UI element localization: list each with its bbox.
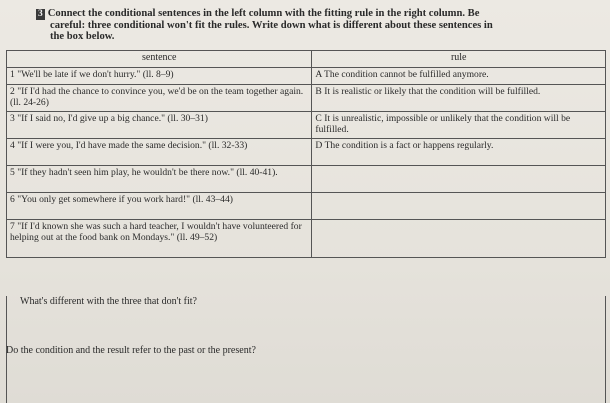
header-rule: rule xyxy=(312,51,606,68)
table-row xyxy=(7,112,606,139)
answer-box-right-border xyxy=(605,296,606,403)
instruction-line-3: the box below. xyxy=(50,31,115,43)
sentence-cell: 4 "If I were you, I'd have made the same decision." (ll. 32-33) xyxy=(7,139,312,166)
instruction-line-2: careful: three conditional won't fit the rules. Write down what is different about these sentences in xyxy=(50,20,493,32)
rule-cell xyxy=(312,166,606,193)
rule-cell: B It is realistic or likely that the condition will be fulfilled. xyxy=(312,85,606,112)
box-question-2: Do the condition and the result refer to the past or the present? xyxy=(6,345,256,356)
sentence-cell: 6 "You only get somewhere if you work hard!" (ll. 43–44) xyxy=(7,193,312,220)
sentence-cell: 5 "If they hadn't seen him play, he wouldn't be there now." (ll. 40-41). xyxy=(7,166,312,193)
table-row xyxy=(7,193,606,220)
rule-cell xyxy=(312,193,606,220)
task-instructions xyxy=(36,8,602,43)
table-row xyxy=(7,85,606,112)
matching-table xyxy=(6,50,606,258)
task-number: 3 xyxy=(38,9,43,19)
table-row xyxy=(7,166,606,193)
sentence-cell: 1 "We'll be late if we don't hurry." (ll. 8–9) xyxy=(7,68,312,85)
table-row xyxy=(7,220,606,258)
rule-cell: D The condition is a fact or happens regularly. xyxy=(312,139,606,166)
rule-cell xyxy=(312,220,606,258)
instruction-line-1: Connect the conditional sentences in the left column with the fitting rule in the right column. Be xyxy=(47,8,480,19)
rule-cell: A The condition cannot be fulfilled anymore. xyxy=(312,68,606,85)
table-header-row xyxy=(7,51,606,68)
rule-cell: C It is unrealistic, impossible or unlikely that the condition will be fulfilled. xyxy=(312,112,606,139)
box-question-1: What's different with the three that don't fit? xyxy=(20,296,197,307)
sentence-cell: 2 "If I'd had the chance to convince you, we'd be on the team together again. (ll. 24-26) xyxy=(7,85,312,112)
sentence-cell: 3 "If I said no, I'd give up a big chance." (ll. 30–31) xyxy=(7,112,312,139)
sentence-cell: 7 "If I'd known she was such a hard teacher, I wouldn't have volunteered for helping out at the food bank on Mondays." (ll. 49–52) xyxy=(7,220,312,258)
table-row xyxy=(7,68,606,85)
header-sentence: sentence xyxy=(7,51,312,68)
table-row xyxy=(7,139,606,166)
